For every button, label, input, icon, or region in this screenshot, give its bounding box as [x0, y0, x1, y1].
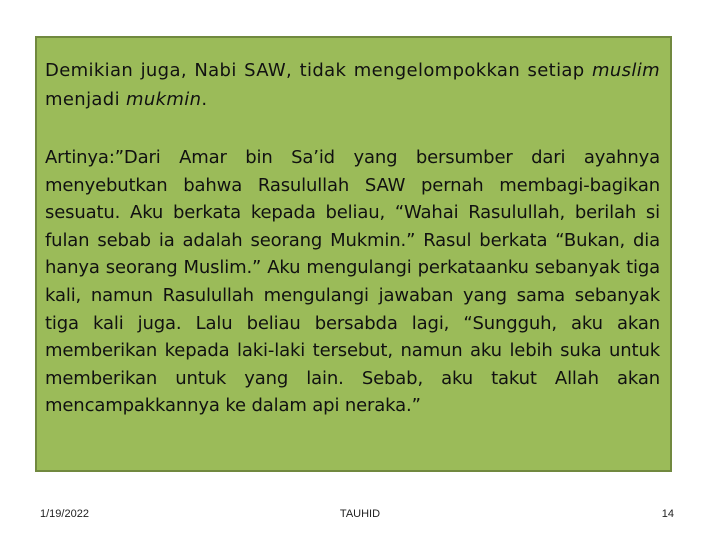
content-box — [35, 36, 672, 472]
footer-date: 1/19/2022 — [40, 508, 89, 520]
intro-term-muslim: muslim — [592, 60, 660, 81]
intro-paragraph — [45, 56, 660, 114]
intro-period: . — [201, 89, 208, 110]
hadith-paragraph: Artinya:”Dari Amar bin Sa’id yang bersumber dari ayahnya menyebutkan bahwa Rasulullah SAW pernah membagi-bagikan sesuatu. Aku berkata kepada beliau, “Wahai Rasulullah, berilah si fulan sebab ia adalah seorang Mukmin.” Rasul berkata “Bukan, dia hanya seorang Muslim.” Aku mengulangi perkataanku sebanyak tiga kali, namun Rasulullah mengulangi jawaban yang sama sebanyak tiga kali juga. Lalu beliau bersabda lagi, “Sungguh, aku akan memberikan kepada laki-laki tersebut, namun aku lebih suka untuk memberikan untuk yang lain. Sebab, aku takut Allah akan mencampakkannya ke dalam api neraka.” — [45, 147, 660, 417]
intro-text-connector: menjadi — [45, 89, 126, 110]
slide-number: 14 — [661, 508, 674, 520]
intro-term-mukmin: mukmin — [126, 89, 202, 110]
footer-title: TAUHID — [339, 508, 381, 520]
intro-text: Demikian juga, Nabi SAW, tidak mengelompokkan setiap — [45, 60, 593, 81]
